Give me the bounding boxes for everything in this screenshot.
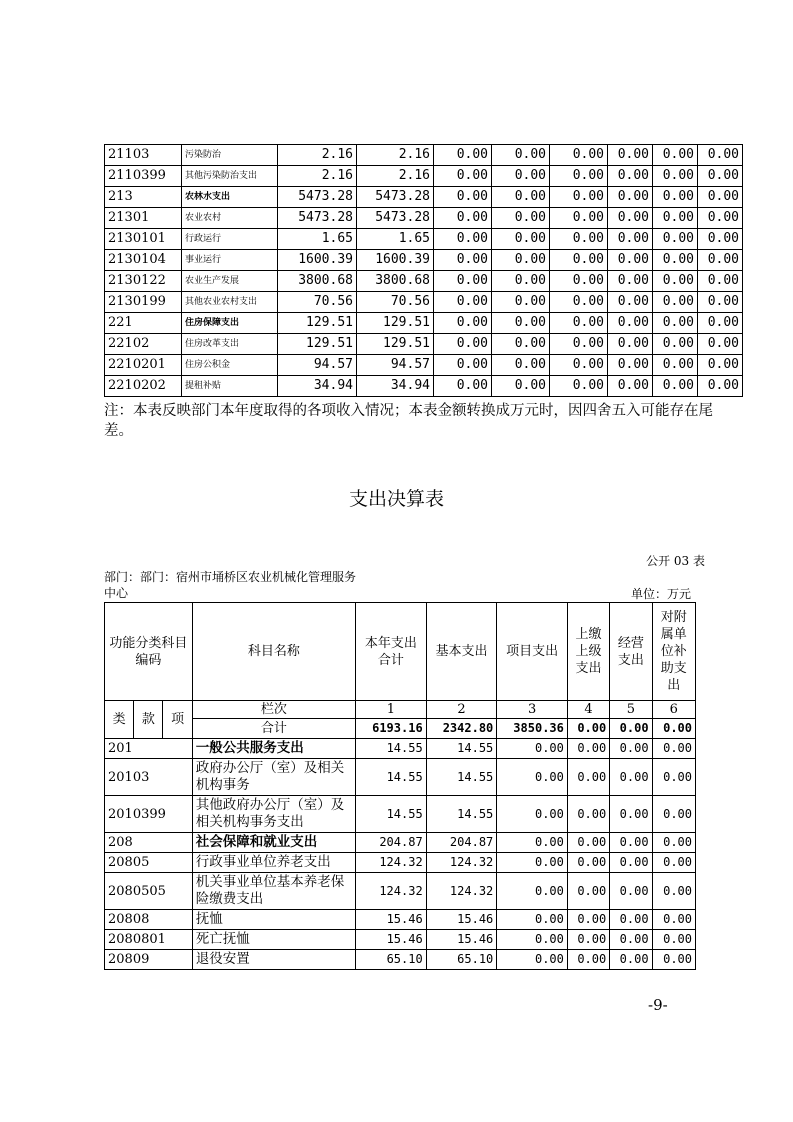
col-number: 5 <box>610 701 652 719</box>
row-value: 0.00 <box>550 187 608 208</box>
row-value: 0.00 <box>567 796 609 833</box>
row-name: 农业农村 <box>182 208 278 229</box>
row-value: 0.00 <box>653 208 698 229</box>
row-value: 65.10 <box>426 950 497 970</box>
table-row <box>105 910 696 930</box>
table-row <box>105 334 743 355</box>
row-value: 0.00 <box>550 271 608 292</box>
table-row <box>105 739 696 759</box>
row-value: 2.16 <box>278 145 357 166</box>
table-row <box>105 271 743 292</box>
row-value: 0.00 <box>653 145 698 166</box>
row-value: 0.00 <box>492 313 550 334</box>
row-name: 死亡抚恤 <box>192 930 355 950</box>
row-value: 0.00 <box>653 229 698 250</box>
row-name: 行政事业单位养老支出 <box>192 853 355 873</box>
row-value: 2.16 <box>357 145 434 166</box>
row-value: 0.00 <box>497 873 568 910</box>
table-row <box>105 145 743 166</box>
row-value: 14.55 <box>356 796 427 833</box>
row-value: 0.00 <box>610 739 652 759</box>
row-code: 20809 <box>105 950 193 970</box>
col-number: 4 <box>567 701 609 719</box>
row-code: 208 <box>105 833 193 853</box>
row-value: 5473.28 <box>278 187 357 208</box>
row-code: 201 <box>105 739 193 759</box>
row-value: 0.00 <box>567 853 609 873</box>
row-value: 0.00 <box>567 873 609 910</box>
row-value: 0.00 <box>434 313 492 334</box>
table-row <box>105 759 696 796</box>
row-value: 0.00 <box>653 355 698 376</box>
header-project-expenditure: 项目支出 <box>497 603 568 701</box>
row-value: 0.00 <box>497 930 568 950</box>
form-number: 公开 03 表 <box>646 554 705 568</box>
row-value: 0.00 <box>608 229 653 250</box>
row-value: 0.00 <box>434 208 492 229</box>
row-value: 0.00 <box>567 910 609 930</box>
row-value: 0.00 <box>652 930 695 950</box>
row-value: 3800.68 <box>278 271 357 292</box>
table-row <box>105 930 696 950</box>
row-value: 5473.28 <box>278 208 357 229</box>
row-value: 0.00 <box>492 187 550 208</box>
table-row <box>105 950 696 970</box>
row-code: 2130104 <box>105 250 182 271</box>
row-value: 0.00 <box>698 334 743 355</box>
row-value: 2.16 <box>278 166 357 187</box>
row-name: 其他污染防治支出 <box>182 166 278 187</box>
row-value: 0.00 <box>653 313 698 334</box>
row-value: 0.00 <box>492 208 550 229</box>
row-value: 0.00 <box>698 166 743 187</box>
row-value: 3800.68 <box>357 271 434 292</box>
row-value: 0.00 <box>550 334 608 355</box>
row-value: 0.00 <box>550 355 608 376</box>
row-value: 15.46 <box>426 910 497 930</box>
row-value: 0.00 <box>608 355 653 376</box>
row-value: 94.57 <box>357 355 434 376</box>
row-value: 0.00 <box>610 759 652 796</box>
row-value: 0.00 <box>653 187 698 208</box>
row-value: 0.00 <box>497 853 568 873</box>
row-value: 0.00 <box>610 853 652 873</box>
row-value: 0.00 <box>434 334 492 355</box>
header-lei: 类 <box>105 701 134 739</box>
row-value: 0.00 <box>610 950 652 970</box>
row-value: 124.32 <box>356 853 427 873</box>
row-name: 住房保障支出 <box>182 313 278 334</box>
col-number: 1 <box>356 701 427 719</box>
row-value: 0.00 <box>434 292 492 313</box>
total-value: 3850.36 <box>497 719 568 739</box>
row-code: 213 <box>105 187 182 208</box>
total-value: 6193.16 <box>356 719 427 739</box>
header-operating-expenditure: 经营支出 <box>610 603 652 701</box>
row-value: 1.65 <box>357 229 434 250</box>
page-number: -9- <box>648 996 668 1014</box>
row-value: 0.00 <box>567 930 609 950</box>
row-value: 0.00 <box>698 313 743 334</box>
row-value: 0.00 <box>652 759 695 796</box>
row-value: 15.46 <box>426 930 497 950</box>
row-value: 0.00 <box>610 833 652 853</box>
total-value: 2342.80 <box>426 719 497 739</box>
table-note: 注：本表反映部门本年度取得的各项收入情况；本表金额转换成万元时，因四舍五入可能存在尾差。 <box>104 403 713 439</box>
row-name: 农林水支出 <box>182 187 278 208</box>
unit-label: 单位：万元 <box>630 587 691 601</box>
row-name: 一般公共服务支出 <box>192 739 355 759</box>
row-code: 2130101 <box>105 229 182 250</box>
row-value: 0.00 <box>608 187 653 208</box>
row-value: 15.46 <box>356 930 427 950</box>
row-value: 0.00 <box>492 271 550 292</box>
row-value: 0.00 <box>497 950 568 970</box>
row-name: 农业生产发展 <box>182 271 278 292</box>
row-value: 0.00 <box>550 313 608 334</box>
table-row <box>105 376 743 397</box>
row-value: 0.00 <box>608 271 653 292</box>
table-row <box>105 187 743 208</box>
row-name: 行政运行 <box>182 229 278 250</box>
row-value: 0.00 <box>550 292 608 313</box>
row-value: 0.00 <box>492 292 550 313</box>
header-remit-superior: 上缴上级支出 <box>567 603 609 701</box>
row-value: 0.00 <box>434 187 492 208</box>
header-total-expenditure: 本年支出合计 <box>356 603 427 701</box>
row-value: 0.00 <box>567 739 609 759</box>
row-value: 0.00 <box>652 796 695 833</box>
row-value: 0.00 <box>652 910 695 930</box>
row-value: 0.00 <box>434 145 492 166</box>
row-value: 0.00 <box>492 229 550 250</box>
header-func-code: 功能分类科目编码 <box>105 603 193 701</box>
row-value: 124.32 <box>426 853 497 873</box>
department-name: 部门：宿州市埇桥区农业机械化管理服务中心 <box>104 570 357 600</box>
row-value: 0.00 <box>652 853 695 873</box>
row-value: 0.00 <box>550 250 608 271</box>
table-row <box>105 833 696 853</box>
row-value: 124.32 <box>356 873 427 910</box>
row-value: 0.00 <box>550 166 608 187</box>
income-table-continued <box>104 144 743 397</box>
row-name: 其他政府办公厅（室）及相关机构事务支出 <box>192 796 355 833</box>
row-value: 0.00 <box>497 759 568 796</box>
row-value: 129.51 <box>357 334 434 355</box>
row-code: 22102 <box>105 334 182 355</box>
row-value: 0.00 <box>567 833 609 853</box>
row-value: 14.55 <box>356 759 427 796</box>
row-value: 0.00 <box>698 208 743 229</box>
row-code: 2210201 <box>105 355 182 376</box>
table-row <box>105 208 743 229</box>
row-code: 2080505 <box>105 873 193 910</box>
row-code: 21103 <box>105 145 182 166</box>
table-row <box>105 229 743 250</box>
row-value: 0.00 <box>608 208 653 229</box>
row-code: 21301 <box>105 208 182 229</box>
total-value: 0.00 <box>652 719 695 739</box>
row-name: 退役安置 <box>192 950 355 970</box>
row-value: 0.00 <box>608 166 653 187</box>
expenditure-table <box>104 602 696 970</box>
row-value: 0.00 <box>652 873 695 910</box>
row-name: 事业运行 <box>182 250 278 271</box>
row-value: 1.65 <box>278 229 357 250</box>
header-basic-expenditure: 基本支出 <box>426 603 497 701</box>
table-row <box>105 355 743 376</box>
row-value: 0.00 <box>492 376 550 397</box>
row-value: 14.55 <box>426 739 497 759</box>
row-name: 抚恤 <box>192 910 355 930</box>
row-value: 94.57 <box>278 355 357 376</box>
row-value: 204.87 <box>356 833 427 853</box>
department-prefix: 部门： <box>104 570 141 584</box>
header-kuan: 款 <box>134 701 163 739</box>
row-name: 住房公积金 <box>182 355 278 376</box>
row-value: 0.00 <box>567 950 609 970</box>
row-value: 5473.28 <box>357 208 434 229</box>
row-value: 0.00 <box>608 313 653 334</box>
row-value: 1600.39 <box>357 250 434 271</box>
row-value: 204.87 <box>426 833 497 853</box>
header-subject-name: 科目名称 <box>192 603 355 701</box>
table-row <box>105 313 743 334</box>
row-value: 0.00 <box>608 145 653 166</box>
row-value: 0.00 <box>608 292 653 313</box>
row-value: 0.00 <box>698 250 743 271</box>
row-value: 0.00 <box>698 187 743 208</box>
row-name: 住房改革支出 <box>182 334 278 355</box>
row-value: 14.55 <box>426 796 497 833</box>
row-value: 15.46 <box>356 910 427 930</box>
row-code: 221 <box>105 313 182 334</box>
table-row <box>105 873 696 910</box>
row-code: 20805 <box>105 853 193 873</box>
row-value: 0.00 <box>492 355 550 376</box>
total-label: 合计 <box>192 719 355 739</box>
row-value: 0.00 <box>492 145 550 166</box>
row-value: 0.00 <box>434 376 492 397</box>
row-value: 0.00 <box>434 250 492 271</box>
row-value: 0.00 <box>653 334 698 355</box>
row-value: 0.00 <box>497 910 568 930</box>
header-xiang: 项 <box>163 701 192 739</box>
table-row <box>105 166 743 187</box>
header-lanci: 栏次 <box>192 701 355 719</box>
row-value: 0.00 <box>492 334 550 355</box>
row-code: 2010399 <box>105 796 193 833</box>
row-code: 2080801 <box>105 930 193 950</box>
row-name: 政府办公厅（室）及相关机构事务 <box>192 759 355 796</box>
row-name: 机关事业单位基本养老保险缴费支出 <box>192 873 355 910</box>
row-value: 14.55 <box>356 739 427 759</box>
row-value: 0.00 <box>610 910 652 930</box>
row-value: 1600.39 <box>278 250 357 271</box>
row-value: 0.00 <box>497 796 568 833</box>
row-value: 0.00 <box>434 271 492 292</box>
row-value: 0.00 <box>550 229 608 250</box>
row-value: 0.00 <box>492 250 550 271</box>
col-number: 6 <box>652 701 695 719</box>
row-value: 0.00 <box>608 250 653 271</box>
page-title: 支出决算表 <box>348 488 444 510</box>
row-value: 0.00 <box>434 229 492 250</box>
row-value: 0.00 <box>698 376 743 397</box>
header-subsidy-affiliated: 对附属单位补助支出 <box>652 603 695 701</box>
row-value: 0.00 <box>550 145 608 166</box>
department-label <box>104 569 364 601</box>
row-code: 2130122 <box>105 271 182 292</box>
row-value: 0.00 <box>698 292 743 313</box>
row-value: 0.00 <box>652 833 695 853</box>
table-row <box>105 853 696 873</box>
row-value: 124.32 <box>426 873 497 910</box>
row-code: 20808 <box>105 910 193 930</box>
table-row <box>105 292 743 313</box>
row-value: 129.51 <box>278 313 357 334</box>
row-value: 0.00 <box>653 376 698 397</box>
row-value: 0.00 <box>698 271 743 292</box>
row-value: 0.00 <box>698 229 743 250</box>
total-value: 0.00 <box>610 719 652 739</box>
row-value: 0.00 <box>610 930 652 950</box>
row-value: 0.00 <box>653 292 698 313</box>
row-value: 34.94 <box>278 376 357 397</box>
row-value: 0.00 <box>608 334 653 355</box>
row-value: 0.00 <box>698 355 743 376</box>
row-value: 129.51 <box>278 334 357 355</box>
total-value: 0.00 <box>567 719 609 739</box>
row-value: 2.16 <box>357 166 434 187</box>
row-code: 20103 <box>105 759 193 796</box>
row-value: 0.00 <box>698 145 743 166</box>
row-value: 0.00 <box>434 355 492 376</box>
row-value: 129.51 <box>357 313 434 334</box>
row-value: 34.94 <box>357 376 434 397</box>
row-value: 0.00 <box>492 166 550 187</box>
row-value: 0.00 <box>434 166 492 187</box>
row-value: 14.55 <box>426 759 497 796</box>
row-name: 提租补贴 <box>182 376 278 397</box>
table-row <box>105 250 743 271</box>
row-code: 2210202 <box>105 376 182 397</box>
row-value: 65.10 <box>356 950 427 970</box>
row-value: 70.56 <box>278 292 357 313</box>
row-value: 0.00 <box>610 796 652 833</box>
row-value: 0.00 <box>550 376 608 397</box>
row-value: 5473.28 <box>357 187 434 208</box>
row-code: 2110399 <box>105 166 182 187</box>
row-value: 0.00 <box>497 739 568 759</box>
row-name: 社会保障和就业支出 <box>192 833 355 853</box>
row-value: 0.00 <box>653 166 698 187</box>
table-row <box>105 796 696 833</box>
row-value: 0.00 <box>567 759 609 796</box>
row-name: 污染防治 <box>182 145 278 166</box>
row-value: 0.00 <box>550 208 608 229</box>
col-number: 3 <box>497 701 568 719</box>
row-value: 0.00 <box>652 739 695 759</box>
col-number: 2 <box>426 701 497 719</box>
row-value: 70.56 <box>357 292 434 313</box>
row-name: 其他农业农村支出 <box>182 292 278 313</box>
row-code: 2130199 <box>105 292 182 313</box>
row-value: 0.00 <box>653 250 698 271</box>
row-value: 0.00 <box>652 950 695 970</box>
row-value: 0.00 <box>497 833 568 853</box>
row-value: 0.00 <box>608 376 653 397</box>
row-value: 0.00 <box>610 873 652 910</box>
row-value: 0.00 <box>653 271 698 292</box>
